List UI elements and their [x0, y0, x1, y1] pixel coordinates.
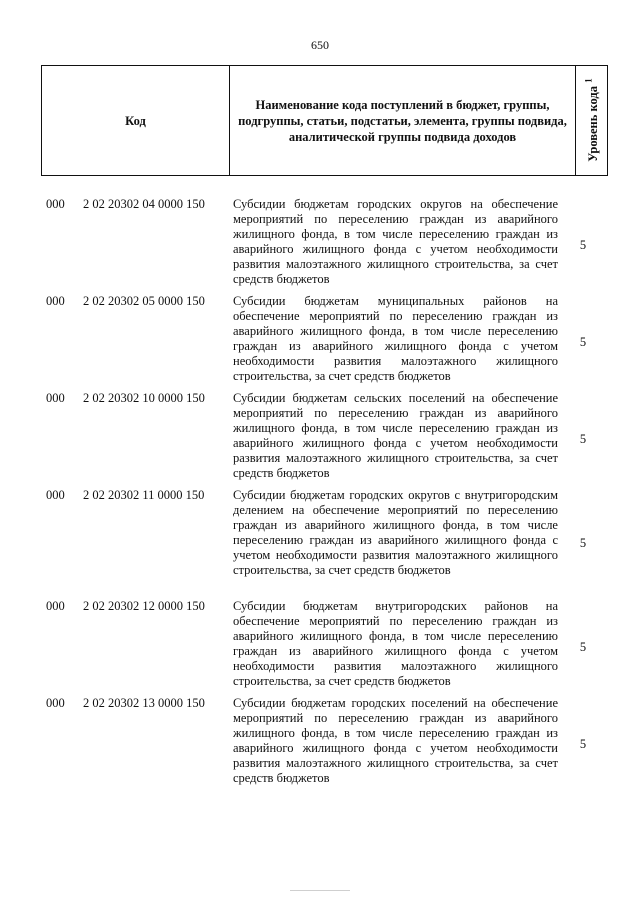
- code-level: 5: [579, 640, 587, 655]
- table-row: [46, 294, 608, 391]
- income-name: Субсидии бюджетам городских округов на обеспечение мероприятий по переселению граждан из аварийного жилищного фонда, в том числе переселению граждан из аварийного жилищного фонда с учетом необходимости развития малоэтажного жилищного строительства, за счет средств бюджетов: [233, 197, 558, 286]
- header-level-footnote: 1: [583, 78, 594, 84]
- page-number: 650: [311, 38, 329, 52]
- income-code: 2 02 20302 04 0000 150: [83, 197, 205, 211]
- table-row: [46, 488, 608, 599]
- header-name: Наименование кода поступлений в бюджет, группы, подгруппы, статьи, подстатьи, элемента, группы подвида, аналитической группы подвида доходов: [230, 66, 576, 175]
- header-level-vertical: [581, 79, 601, 162]
- admin-code: 000: [46, 294, 65, 308]
- table-row: [46, 197, 608, 294]
- income-code: 2 02 20302 11 0000 150: [83, 488, 205, 502]
- income-code: 2 02 20302 10 0000 150: [83, 391, 205, 405]
- income-name: Субсидии бюджетам внутригородских районов на обеспечение мероприятий по переселению граждан из аварийного жилищного фонда, в том числе переселению граждан из аварийного жилищного фонда с учетом необходимости развития малоэтажного жилищного строительства, за счет средств бюджетов: [233, 599, 558, 688]
- code-level: 5: [579, 737, 587, 752]
- scan-artifact-line: [290, 890, 350, 891]
- income-name: Субсидии бюджетам муниципальных районов на обеспечение мероприятий по переселению граждан из аварийного жилищного фонда, в том числе переселению граждан из аварийного жилищного фонда с учетом необходимости развития малоэтажного жилищного строительства, за счет средств бюджетов: [233, 294, 558, 383]
- table-row: [46, 599, 608, 696]
- table-body: [46, 197, 608, 793]
- income-name: Субсидии бюджетам городских поселений на обеспечение мероприятий по переселению граждан из аварийного жилищного фонда, в том числе переселению граждан из аварийного жилищного фонда с учетом необходимости развития малоэтажного жилищного строительства, за счет средств бюджетов: [233, 696, 558, 785]
- code-level: 5: [579, 536, 587, 551]
- code-level: 5: [579, 238, 587, 253]
- code-level: 5: [579, 432, 587, 447]
- income-code: 2 02 20302 05 0000 150: [83, 294, 205, 308]
- table-row: [46, 391, 608, 488]
- table-row: [46, 696, 608, 793]
- header-level: [576, 66, 606, 175]
- admin-code: 000: [46, 197, 65, 211]
- income-code: 2 02 20302 13 0000 150: [83, 696, 205, 710]
- header-code: Код: [42, 66, 230, 175]
- admin-code: 000: [46, 599, 65, 613]
- admin-code: 000: [46, 696, 65, 710]
- admin-code: 000: [46, 391, 65, 405]
- income-code: 2 02 20302 12 0000 150: [83, 599, 205, 613]
- table-header: [41, 65, 608, 176]
- header-level-label: Уровень кода: [586, 86, 601, 163]
- code-level: 5: [579, 335, 587, 350]
- income-name: Субсидии бюджетам сельских поселений на обеспечение мероприятий по переселению граждан из аварийного жилищного фонда, в том числе переселению граждан из аварийного жилищного фонда с учетом необходимости развития малоэтажного жилищного строительства, за счет средств бюджетов: [233, 391, 558, 480]
- income-name: Субсидии бюджетам городских округов с внутригородским делением на обеспечение мероприятий по переселению граждан из аварийного жилищного фонда, в том числе переселению граждан из аварийного жилищного фонда с учетом необходимости развития малоэтажного жилищного строительства, за счет средств бюджетов: [233, 488, 558, 577]
- admin-code: 000: [46, 488, 65, 502]
